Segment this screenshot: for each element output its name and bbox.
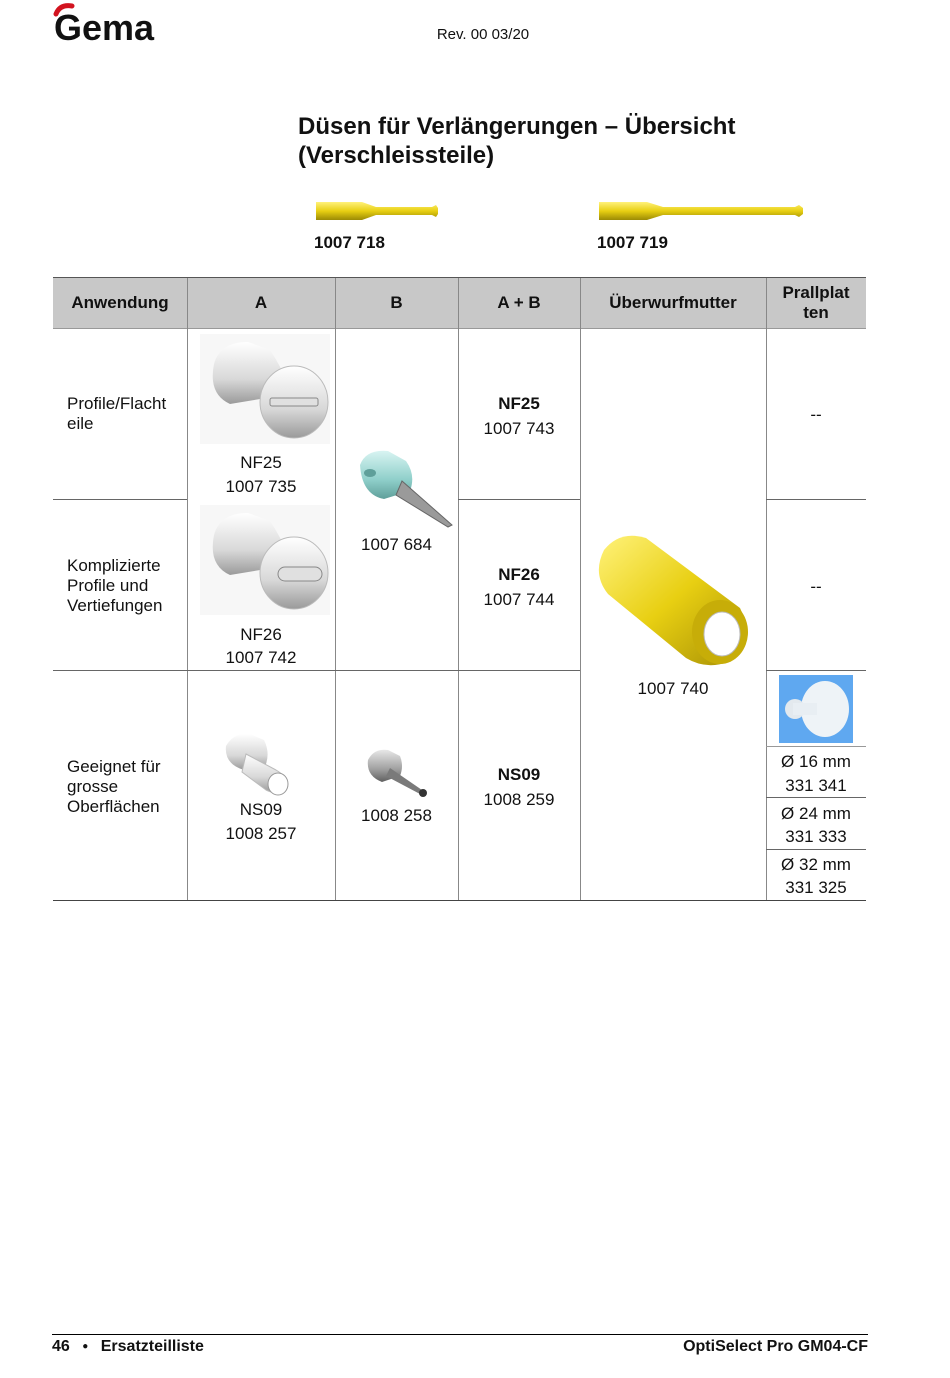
row1-prall: -- xyxy=(810,405,822,424)
row1-application: Profile/Flacht eile xyxy=(67,394,167,433)
row3-b-part: 1008 258 xyxy=(361,806,432,825)
prall-size-16: Ø 16 mm xyxy=(781,752,851,771)
nozzle-b-1008258-image xyxy=(364,746,430,800)
nut-part: 1007 740 xyxy=(637,679,709,698)
ueberwurfmutter-image xyxy=(590,530,756,670)
col-header-ueberwurfmutter: Überwurfmutter xyxy=(580,278,766,328)
row2-ab-part: 1007 744 xyxy=(483,590,555,609)
prall-size-24: Ø 24 mm xyxy=(781,804,851,823)
row2-a-name: NF26 xyxy=(240,625,282,644)
row3-ab-name: NS09 xyxy=(497,765,541,784)
row3-application: Geeignet für grosse Oberflächen xyxy=(67,757,161,816)
col-header-a-plus-b: A + B xyxy=(458,278,580,328)
nozzle-b-1007684-image xyxy=(352,445,456,529)
prall-size-32: Ø 32 mm xyxy=(781,855,851,874)
row1-ab-name: NF25 xyxy=(498,394,540,413)
row1-a-name: NF25 xyxy=(240,453,282,472)
section-name: Ersatzteilliste xyxy=(100,1338,204,1355)
col-header-a: A xyxy=(187,278,335,328)
col-header-prallplatten: Prallplat ten xyxy=(766,278,866,328)
row2-a-part: 1007 742 xyxy=(225,648,297,667)
page-title: Düsen für Verlängerungen – Übersicht (Verschleissteile) xyxy=(298,113,736,169)
col-header-anwendung: Anwendung xyxy=(53,278,187,328)
nozzle-ns09-image xyxy=(220,730,296,796)
col-header-b: B xyxy=(335,278,458,328)
nozzle-nf26-image xyxy=(200,505,330,615)
b-shared-part: 1007 684 xyxy=(361,535,432,554)
extension-long-image xyxy=(597,196,805,226)
footer-divider xyxy=(52,1334,868,1335)
row3-a-name: NS09 xyxy=(239,800,283,819)
row3-a-part: 1008 257 xyxy=(225,824,297,843)
bullet-icon: ● xyxy=(82,1341,89,1353)
row2-ab-name: NF26 xyxy=(498,565,540,584)
page-number: 46 xyxy=(52,1338,70,1355)
nozzle-nf25-image xyxy=(200,334,330,444)
footer-left xyxy=(52,1338,204,1356)
prall-part-331333: 331 333 xyxy=(785,827,847,846)
row1-ab-part: 1007 743 xyxy=(483,419,555,438)
prall-part-331325: 331 325 xyxy=(785,878,847,897)
row1-a-part: 1007 735 xyxy=(225,477,297,496)
row3-ab-part: 1008 259 xyxy=(483,790,555,809)
svg-text:Gema: Gema xyxy=(54,7,155,46)
extension-part-1007718: 1007 718 xyxy=(314,233,385,252)
revision-label: Rev. 00 03/20 xyxy=(436,26,530,43)
row2-application: Komplizierte Profile und Vertiefungen xyxy=(67,556,163,615)
footer-product: OptiSelect Pro GM04-CF xyxy=(683,1338,868,1355)
extension-short-image xyxy=(314,196,440,226)
prall-part-331341: 331 341 xyxy=(785,776,847,795)
row2-prall: -- xyxy=(810,577,822,596)
prallplatte-image xyxy=(779,675,853,743)
extension-part-1007719: 1007 719 xyxy=(597,233,668,252)
